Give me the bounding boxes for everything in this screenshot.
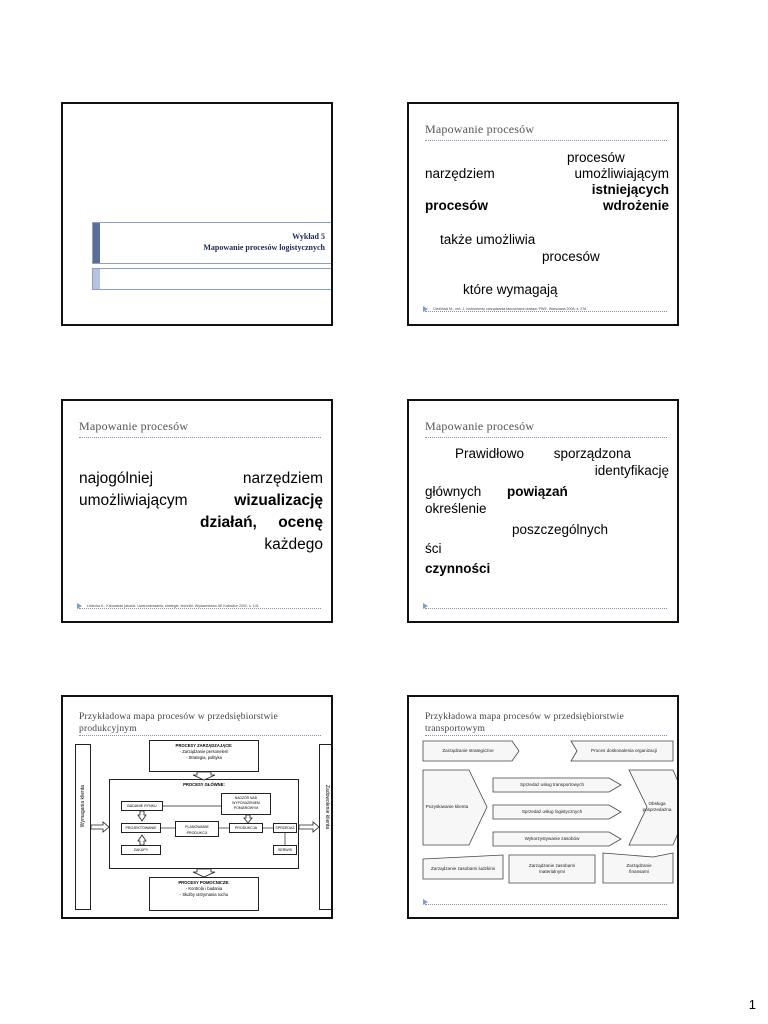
body-word: także umożliwia bbox=[440, 232, 536, 247]
slide-1 bbox=[61, 102, 333, 326]
body-word: powiązań bbox=[507, 484, 568, 499]
body-word: identyfikację bbox=[594, 463, 669, 478]
footer bbox=[423, 897, 667, 907]
right-arrow-icon bbox=[91, 822, 109, 832]
customer-requirements-label: Wymagania klienta bbox=[80, 785, 86, 828]
after-sales-box: Obsługa posprzedażna bbox=[642, 801, 672, 812]
slide-6 bbox=[407, 695, 679, 919]
process-map-production bbox=[63, 697, 331, 917]
lecture-number: Wykład 5 bbox=[292, 232, 325, 241]
logistics-sales-box: Sprzedaż usług logistycznych bbox=[521, 809, 583, 814]
title-rule bbox=[79, 437, 321, 438]
main-heading: PROCESY GŁÓWNE: bbox=[183, 782, 225, 787]
slide-title: Mapowanie procesów bbox=[425, 419, 535, 433]
title-rule bbox=[425, 437, 667, 438]
body-word: każdego bbox=[264, 536, 323, 553]
support-processes-box bbox=[149, 877, 259, 911]
slide-title: Mapowanie procesów bbox=[425, 122, 535, 136]
body-word: istniejących bbox=[591, 182, 669, 197]
right-arrow-icon bbox=[299, 822, 319, 832]
body-word: narzędziem bbox=[242, 470, 323, 487]
body-word: umożliwiającym bbox=[79, 492, 188, 509]
process-box: PROJEKTOWANIE bbox=[121, 823, 161, 833]
body-word: wizualizację bbox=[234, 492, 323, 509]
down-arrow-icon bbox=[193, 869, 215, 877]
management-item: - Zarządzanie personelem bbox=[179, 749, 229, 754]
material-management-box: Zarządzanie zasobami materialnymi bbox=[528, 863, 576, 874]
slide-4 bbox=[407, 399, 679, 623]
body-word: które wymagają bbox=[463, 282, 558, 297]
footer-text: Cieśliński M., red. J. Instrumenty zarządzania łańcuchami dostaw. PWE, Warszawa 2008, s. 276 bbox=[433, 307, 587, 311]
title-bar bbox=[92, 222, 333, 264]
footer-citation bbox=[77, 601, 321, 611]
body-word: procesów bbox=[542, 249, 600, 264]
process-box: NADZÓR NAD WYPOSAŻENIEM POMIAROWYM bbox=[221, 793, 271, 815]
support-item: - Kontrola i badania bbox=[185, 886, 223, 891]
bullet-triangle-icon bbox=[423, 306, 428, 312]
down-arrow-icon bbox=[193, 772, 215, 780]
body-word: czynności bbox=[425, 561, 491, 576]
resource-use-box: Wykorzystywanie zasobów bbox=[524, 836, 580, 841]
body-word: określenie bbox=[425, 501, 487, 516]
customer-satisfaction-label: Zadowolenie klienta bbox=[324, 785, 330, 830]
footer-text: Lisiecka K., Kreowanie jakości. Uwarunkowania, strategie, techniki. Wydawnictwo AE Katowice 2002, s. 141 bbox=[87, 604, 259, 608]
body-word: głównych bbox=[425, 484, 482, 499]
title-bar-accent bbox=[93, 223, 100, 263]
process-box: ZAKUPY bbox=[121, 845, 161, 855]
slide-title: Przykładowa mapa procesów w przedsiębiorstwie produkcyjnym bbox=[79, 712, 278, 734]
body-word: procesów bbox=[425, 198, 489, 213]
strategic-management-box: Zarządzanie strategiczne bbox=[442, 748, 494, 753]
body-word: wdrożenie bbox=[602, 198, 669, 213]
management-item: - Strategia, polityka bbox=[186, 755, 222, 760]
support-heading: PROCESY POMOCNICZE: bbox=[178, 880, 230, 885]
body-word: narzędziem bbox=[425, 166, 495, 181]
body-word: działań, bbox=[200, 514, 257, 531]
management-heading: PROCESY ZARZĄDZAJĄCE: bbox=[175, 743, 233, 748]
footer bbox=[423, 601, 667, 611]
acquire-client-box: Pozyskiwanie klienta bbox=[425, 804, 469, 809]
page-number: 1 bbox=[748, 997, 756, 1012]
support-item: - Służby utrzymania ruchu bbox=[179, 892, 229, 897]
subtitle-bar-accent bbox=[93, 269, 100, 289]
body-word: najogólniej bbox=[79, 470, 154, 487]
bullet-triangle-icon bbox=[77, 603, 82, 609]
subtitle-bar bbox=[92, 268, 333, 290]
down-arrow-icon bbox=[138, 811, 146, 821]
body-word: procesów bbox=[567, 150, 625, 165]
slide-5 bbox=[61, 695, 333, 919]
body-word: ści bbox=[425, 541, 442, 556]
slide-title: Przykładowa mapa procesów w przedsiębiorstwie transportowym bbox=[425, 712, 624, 734]
process-box: PLANOWANIE PRODUKCJI bbox=[175, 821, 219, 837]
process-box: PRODUKCJA bbox=[229, 823, 263, 833]
transport-sales-box: Sprzedaż usług transportowych bbox=[519, 782, 585, 787]
slide-title: Mapowanie procesów bbox=[79, 419, 189, 433]
bullet-triangle-icon bbox=[423, 899, 428, 905]
body-word: Prawidłowo bbox=[455, 446, 525, 461]
lecture-title: Mapowanie procesów logistycznych bbox=[203, 243, 325, 252]
body-word: sporządzona bbox=[553, 446, 631, 461]
slide-2 bbox=[407, 102, 679, 326]
body-word: umożliwiającym bbox=[574, 166, 669, 181]
body-word: ocenę bbox=[278, 514, 323, 531]
process-box: SPRZEDAŻ bbox=[273, 823, 297, 833]
down-arrow-icon bbox=[244, 815, 252, 823]
finance-management-box: Zarządzanie finansami bbox=[626, 863, 652, 874]
process-box: BADANIE RYNKU bbox=[121, 801, 163, 811]
hr-management-box: Zarządzanie zasobami ludzkimi bbox=[430, 866, 496, 871]
footer-citation bbox=[423, 304, 667, 314]
org-improvement-box: Proces doskonalenia organizacji bbox=[591, 748, 657, 753]
up-arrow-icon bbox=[138, 835, 146, 845]
body-word: poszczególnych bbox=[512, 522, 609, 537]
slide-3 bbox=[61, 399, 333, 623]
process-box: SERWIS bbox=[273, 845, 297, 855]
bullet-triangle-icon bbox=[423, 603, 428, 609]
title-rule bbox=[425, 140, 667, 141]
